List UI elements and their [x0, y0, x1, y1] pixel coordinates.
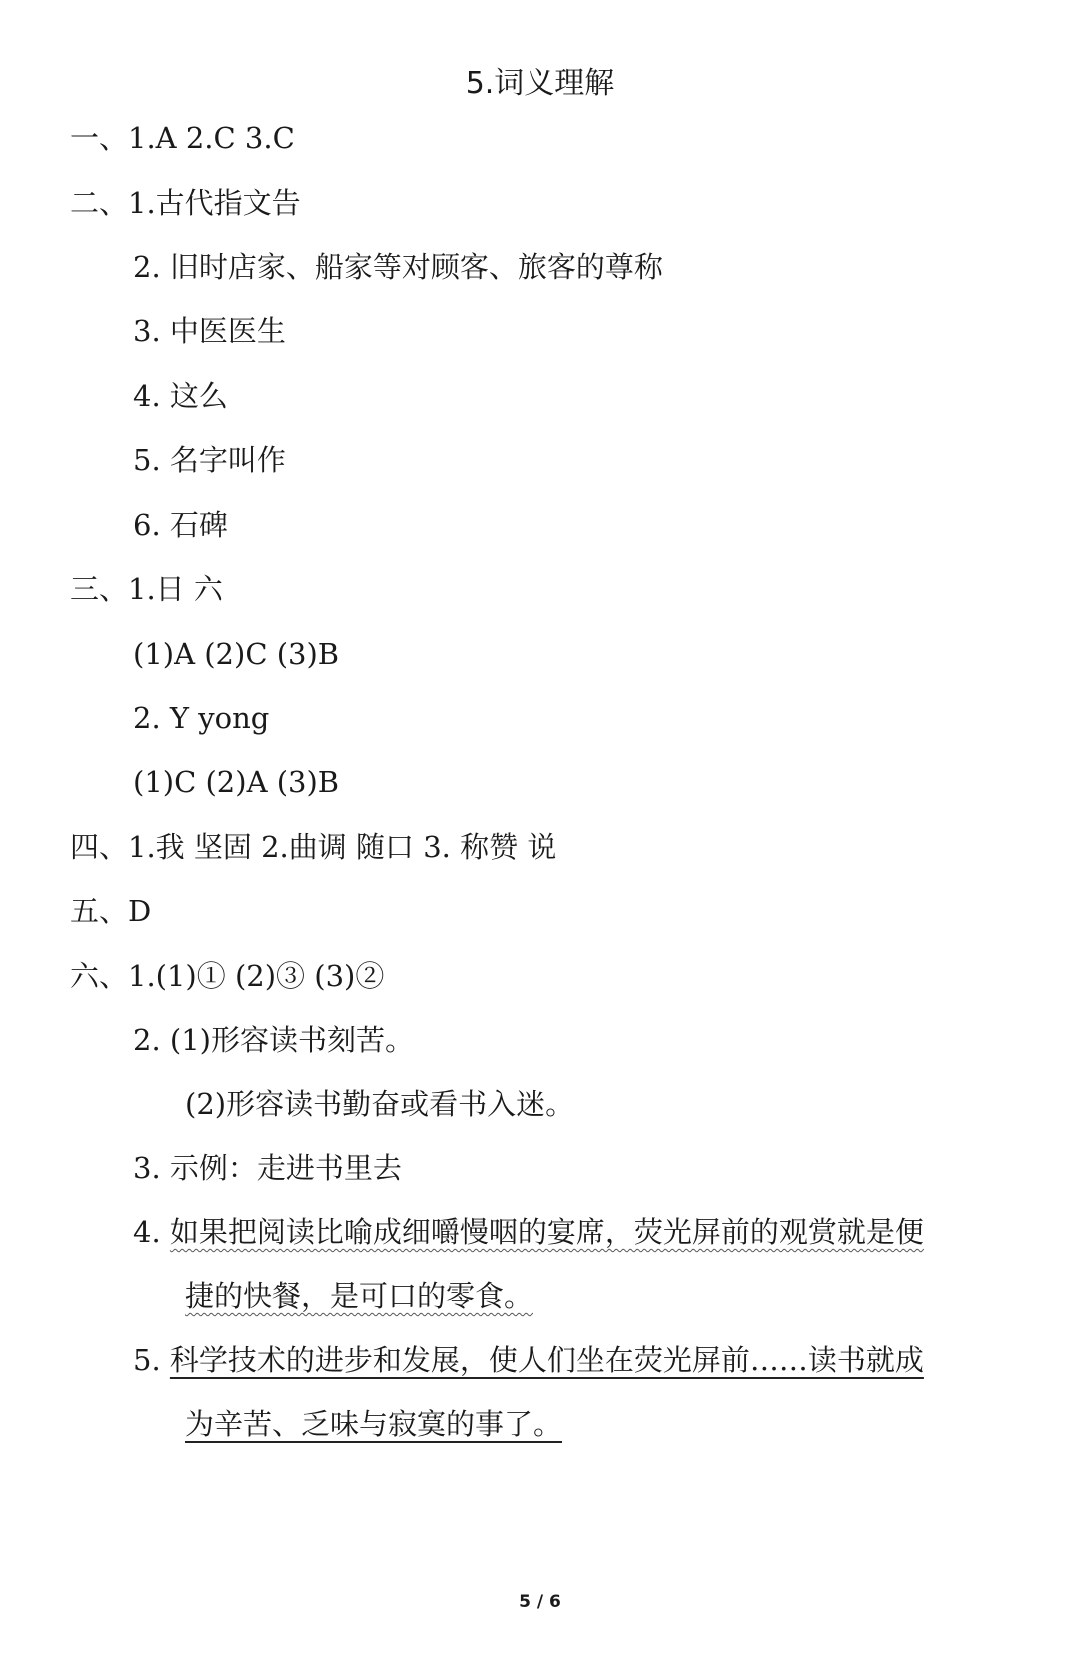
underlined-text: 为辛苦、乏味与寂寞的事了。 [185, 1407, 563, 1441]
answer-item-continuation [185, 1404, 562, 1444]
answer-item-4 [133, 1212, 924, 1252]
answer-section-6: 六、1.(1)① (2)③ (3)② [70, 959, 385, 993]
answer-item: 5. 名字叫作 [133, 443, 286, 477]
answer-item: 3. 示例：走进书里去 [133, 1151, 402, 1185]
answer-item: 6. 石碑 [133, 508, 228, 542]
answer-item: 2. Y yong [133, 701, 270, 735]
answer-item: 2. (1)形容读书刻苦。 [133, 1023, 414, 1057]
answer-section-5: 五、D [70, 894, 152, 928]
answer-item: (1)C (2)A (3)B [133, 765, 340, 799]
answer-item: (1)A (2)C (3)B [133, 637, 340, 671]
answer-item: (2)形容读书勤奋或看书入迷。 [185, 1087, 575, 1121]
item-number: 5. [133, 1343, 170, 1377]
answer-item: 4. 这么 [133, 379, 228, 413]
wavy-underlined-text: 如果把阅读比喻成细嚼慢咽的宴席，荧光屏前的观赏就是便 [169, 1215, 924, 1249]
wavy-underlined-text: 捷的快餐，是可口的零食。 [185, 1279, 534, 1313]
answer-item-5 [133, 1340, 924, 1380]
answer-item: 2. 旧时店家、船家等对顾客、旅客的尊称 [133, 250, 663, 284]
answer-section-2: 二、1.古代指文告 [70, 186, 301, 220]
answer-section-4: 四、1.我 坚固 2.曲调 随口 3. 称赞 说 [70, 830, 557, 864]
item-number: 4. [133, 1215, 170, 1249]
answer-section-1: 一、1.A 2.C 3.C [70, 121, 295, 155]
page-title: 5.词义理解 [465, 66, 615, 101]
answer-item-continuation [185, 1276, 533, 1316]
answer-item: 3. 中医医生 [133, 314, 286, 348]
underlined-text: 科学技术的进步和发展，使人们坐在荧光屏前……读书就成 [169, 1343, 924, 1377]
page-number: 5 / 6 [519, 1592, 561, 1612]
answer-section-3: 三、1.日 六 [70, 572, 223, 606]
